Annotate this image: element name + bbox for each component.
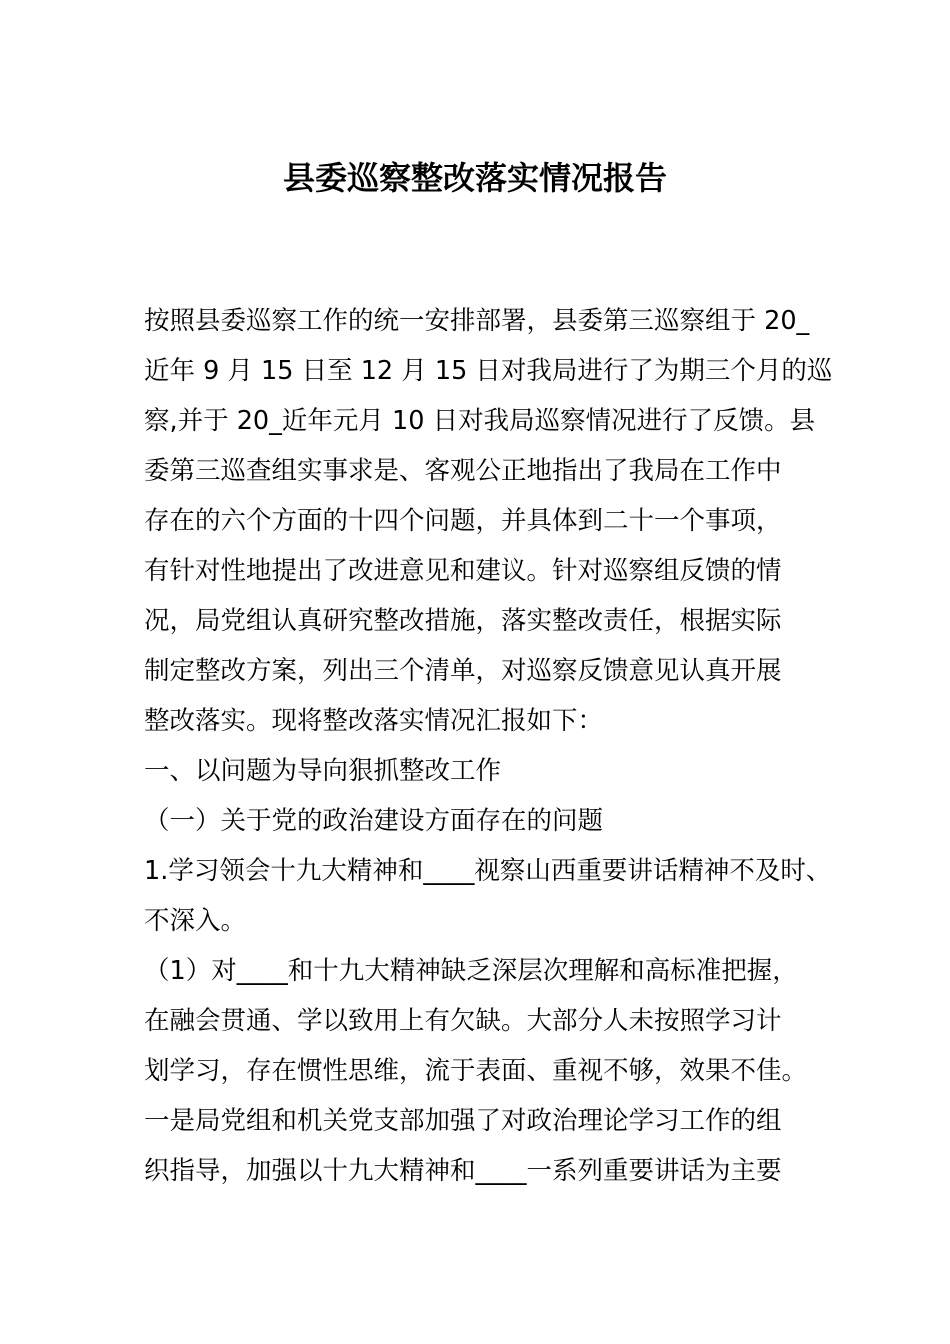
body-line: 近年 9 月 15 日至 12 月 15 日对我局进行了为期三个月的巡: [144, 356, 833, 386]
subsection-heading: （一）关于党的政治建设方面存在的问题: [144, 806, 604, 836]
body-line: 察,并于 20_近年元月 10 日对我局巡察情况进行了反馈。县: [144, 406, 816, 436]
body-line: 有针对性地提出了改进意见和建议。针对巡察组反馈的情: [144, 556, 782, 586]
document-title: 县委巡察整改落实情况报告: [282, 159, 667, 197]
body-line: （1）对____和十九大精神缺乏深层次理解和高标准把握，: [144, 956, 798, 986]
body-line: 一是局党组和机关党支部加强了对政治理论学习工作的组: [144, 1106, 782, 1136]
section-heading: 一、以问题为导向狠抓整改工作: [144, 756, 502, 786]
body-line: 在融会贯通、学以致用上有欠缺。大部分人未按照学习计: [144, 1006, 782, 1036]
body-line: 1.学习领会十九大精神和____视察山西重要讲话精神不及时、: [144, 856, 832, 886]
body-line: 按照县委巡察工作的统一安排部署，县委第三巡察组于 20_: [144, 306, 810, 336]
body-line: 整改落实。现将整改落实情况汇报如下：: [144, 706, 604, 736]
body-line: 织指导，加强以十九大精神和____一系列重要讲话为主要: [144, 1156, 782, 1186]
document-body: [144, 296, 833, 1196]
body-line: 不深入。: [144, 906, 247, 936]
body-line: 制定整改方案，列出三个清单，对巡察反馈意见认真开展: [144, 656, 782, 686]
body-line: 委第三巡查组实事求是、客观公正地指出了我局在工作中: [144, 456, 782, 486]
body-line: 存在的六个方面的十四个问题，并具体到二十一个事项，: [144, 506, 782, 536]
body-line: 划学习，存在惯性思维，流于表面、重视不够，效果不佳。: [144, 1056, 808, 1086]
body-line: 况，局党组认真研究整改措施，落实整改责任，根据实际: [144, 606, 782, 636]
